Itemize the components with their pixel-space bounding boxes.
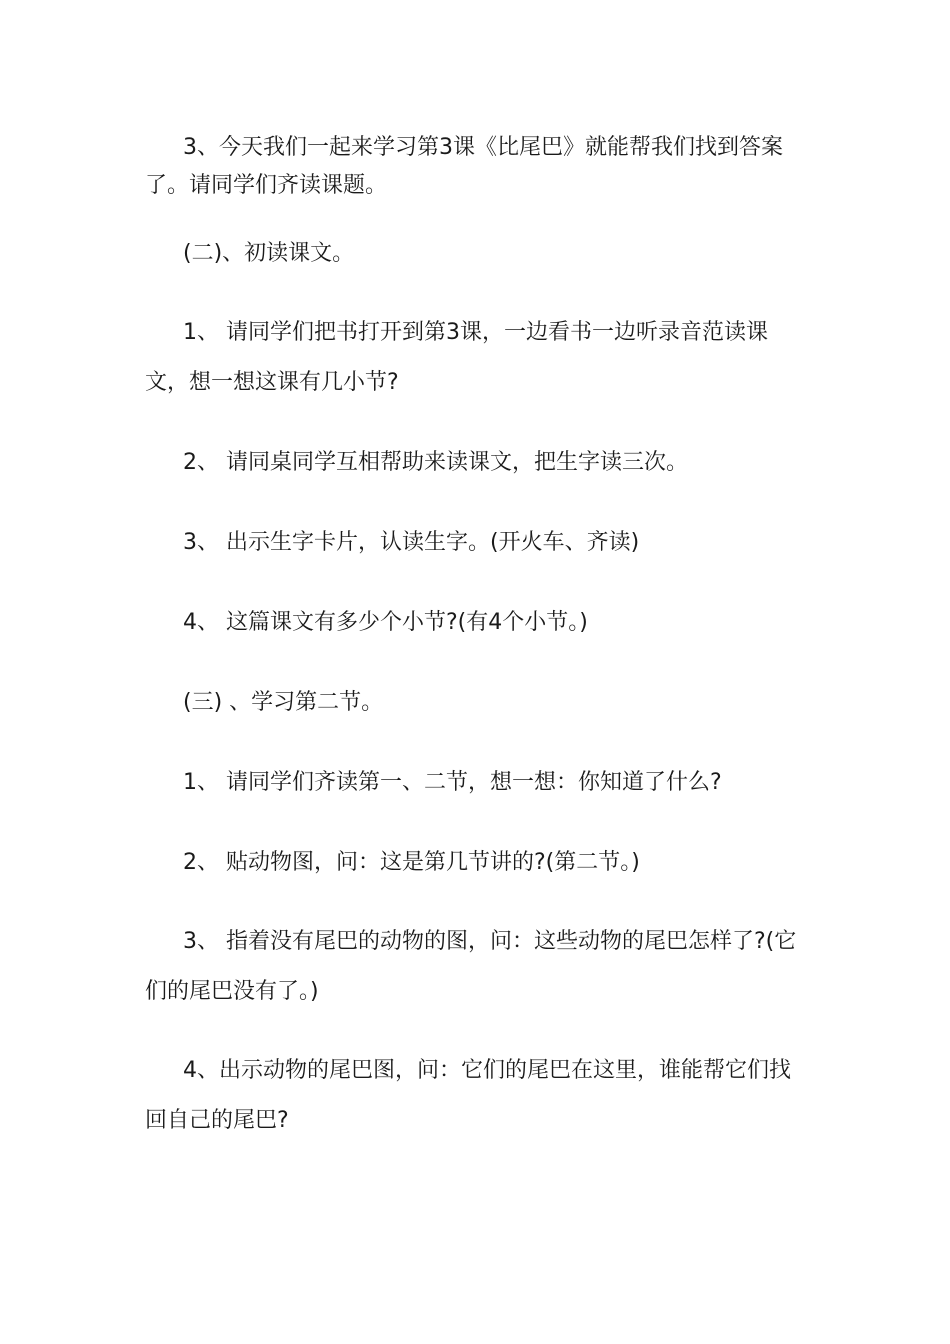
- paragraph-9: 2、 贴动物图，问：这是第几节讲的?(第二节。): [183, 850, 640, 875]
- paragraph-8: 1、 请同学们齐读第一、二节，想一想：你知道了什么?: [183, 770, 722, 795]
- paragraph-1: 3、今天我们一起来学习第3课《比尾巴》就能帮我们找到答案了。请同学们齐读课题。: [145, 135, 783, 198]
- paragraph-5: 3、 出示生字卡片，认读生字。(开火车、齐读): [183, 530, 640, 555]
- paragraph-10: 3、 指着没有尾巴的动物的图，问：这些动物的尾巴怎样了?(它们的尾巴没有了。): [145, 929, 797, 1004]
- paragraph-3: 1、 请同学们把书打开到第3课，一边看书一边听录音范读课文，想一想这课有几小节?: [145, 320, 768, 395]
- paragraph-7: (三) 、学习第二节。: [183, 690, 384, 715]
- paragraph-11: 4、出示动物的尾巴图，问：它们的尾巴在这里，谁能帮它们找回自己的尾巴?: [145, 1058, 791, 1133]
- paragraph-2: (二)、初读课文。: [183, 241, 355, 266]
- paragraph-4: 2、 请同桌同学互相帮助来读课文，把生字读三次。: [183, 450, 688, 475]
- paragraph-6: 4、 这篇课文有多少个小节?(有4个小节。): [183, 610, 588, 635]
